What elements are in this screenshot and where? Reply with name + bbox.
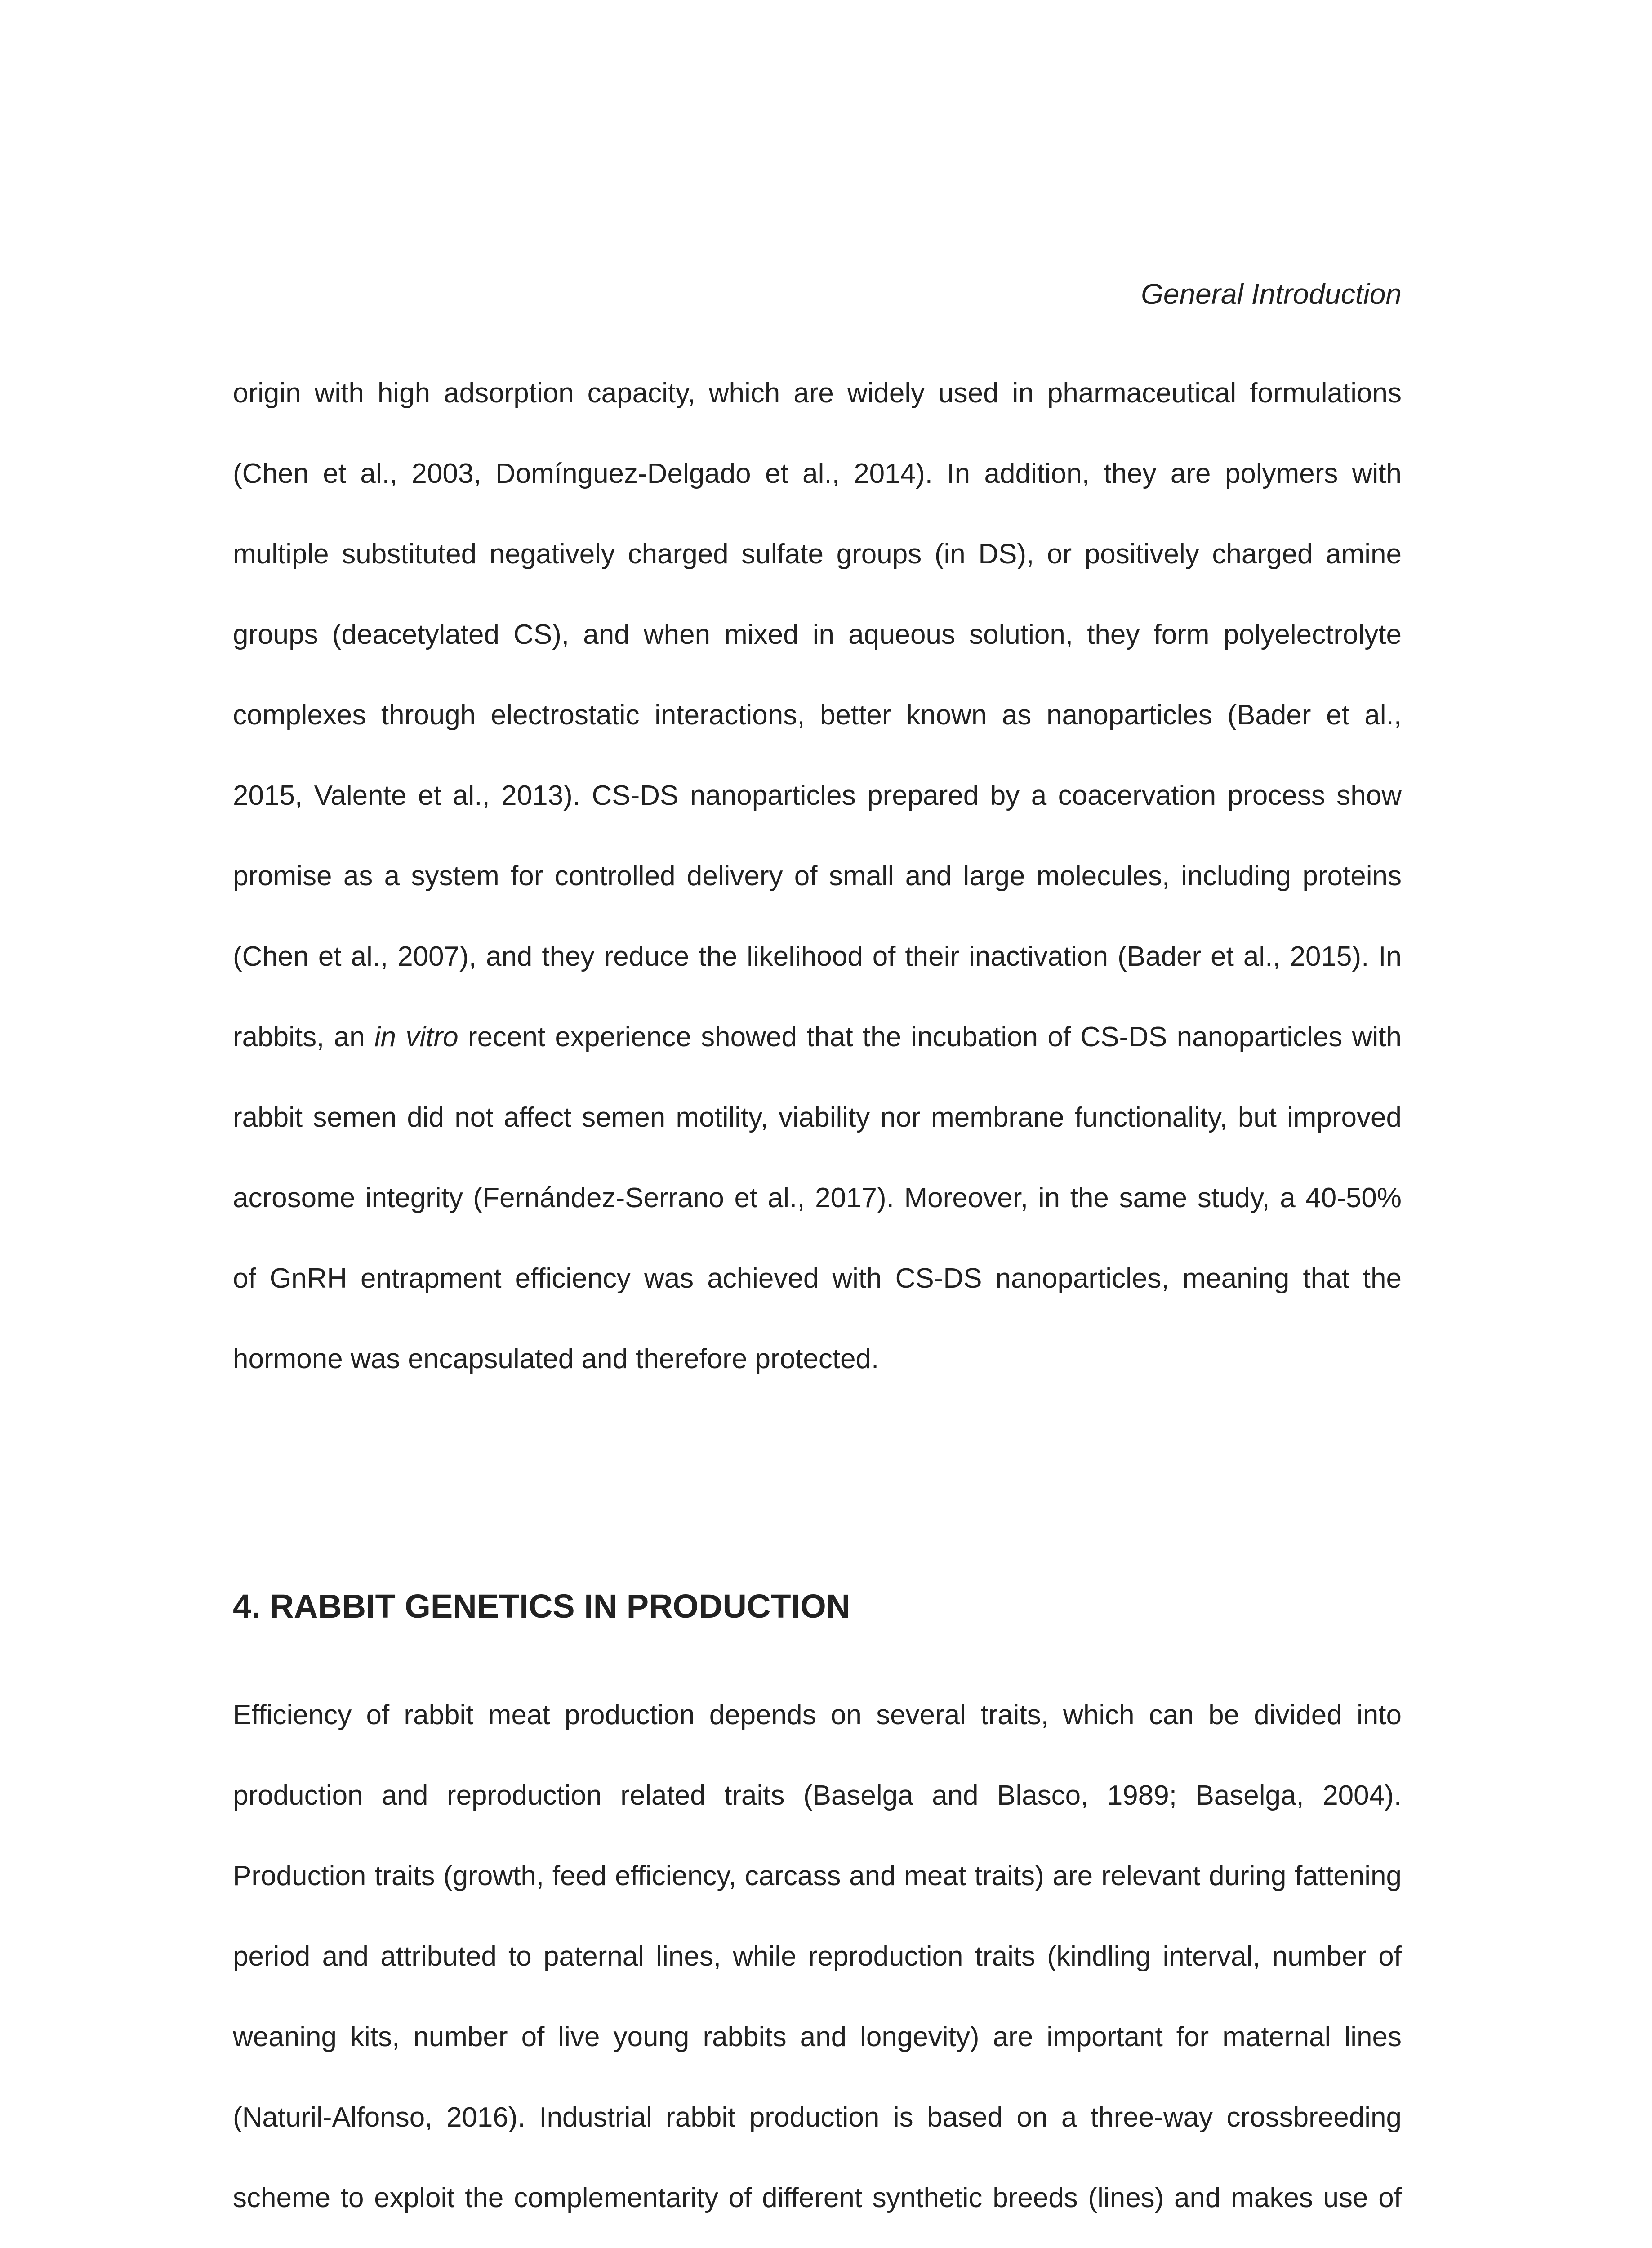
- body-paragraph-2: [233, 1675, 1402, 2248]
- paragraph-text-part-a: origin with high adsorption capacity, which are widely used in pharmaceutical formulations (Chen et al., 2003, Domínguez-Delgado et al., 2014). In addition, they are polymers with multiple substituted negatively charged sulfate groups (in DS), or positively charged amine groups (deacetylated CS), and when mixed in aqueous solution, they form polyelectrolyte complexes through electrostatic interactions, better known as nanoparticles (Bader et al., 2015, Valente et al., 2013). CS-DS nanoparticles prepared by a coacervation process show promise as a system for controlled delivery of small and large molecules, including proteins (Chen et al., 2007), and they reduce the likelihood of their inactivation (Bader et al., 2015). In rabbits, an: [233, 378, 1402, 1053]
- italic-term: in vitro: [374, 1021, 459, 1053]
- paragraph-text: Efficiency of rabbit meat production depends on several traits, which can be divided into production and reproduction related traits (Baselga and Blasco, 1989; Baselga, 2004). Production traits (growth, feed efficiency, carcass and meat traits) are relevant during fattening period and attributed to paternal lines, while reproduction traits (kindling interval, number of weaning kits, number of live young rabbits and longevity) are important for maternal lines (Naturil-Alfonso, 2016). Industrial rabbit production is based on a three-way crossbreeding scheme to exploit the complementarity of different synthetic breeds (lines) and makes use of: [233, 1699, 1402, 2213]
- paragraph-text-part-b: recent experience showed that the incubation of CS-DS nanoparticles with rabbit semen did not affect semen motility, viability nor membrane functionality, but improved acrosome integrity (Fernández-Serrano et al., 2017). Moreover, in the same study, a 40-50% of GnRH entrapment efficiency was achieved with CS-DS nanoparticles, meaning that the hormone was encapsulated and therefore protected.: [233, 1021, 1402, 1374]
- running-header: General Introduction: [1141, 278, 1402, 310]
- paragraph-text: [233, 353, 1402, 1399]
- body-paragraph-1: [233, 353, 1402, 1399]
- section-heading: 4. RABBIT GENETICS IN PRODUCTION: [233, 1588, 850, 1625]
